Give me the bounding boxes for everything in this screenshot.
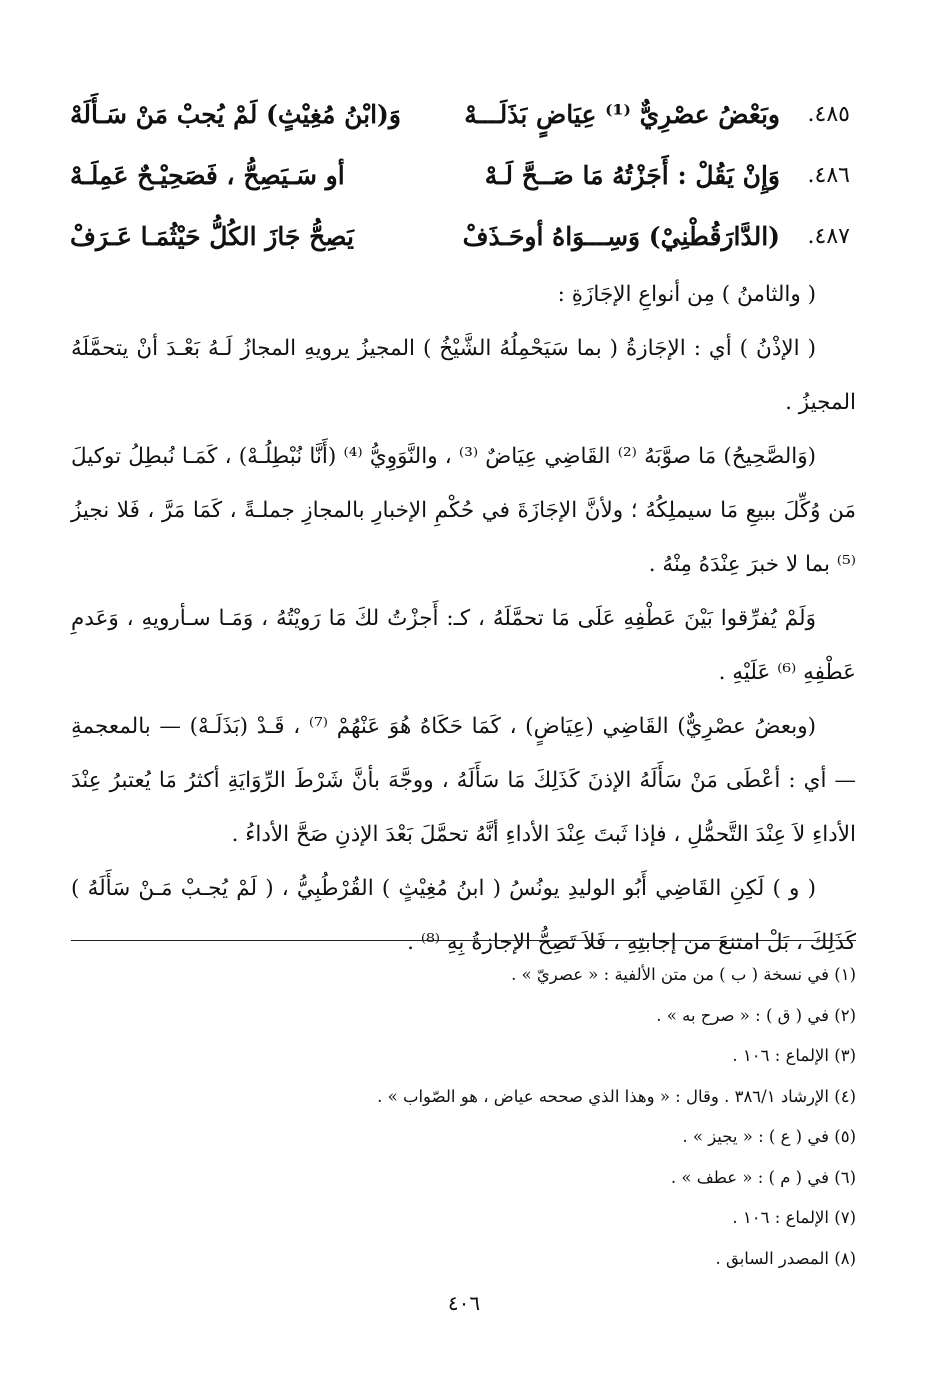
paragraph: ( الإذْنُ ) أي : الإجَازةُ ( بما سَيَحْمِلُهُ الشَّيْخُ ) المجيزُ يرويهِ المجازُ لَـهُ بَعْـدَ أنْ يتحمَّلَهُ المجيزُ . [71,336,856,415]
footnote: (٧) الإلماع : ١٠٦ . [732,1208,856,1227]
paragraph: وَلَمْ يُفرِّقوا بَيْنَ عَطْفِهِ عَلَى مَا تحمَّلَهُ ، كـ: أَجزْتُ لكَ مَا رَويْتُهُ ، وَمَـا سـأرويهِ ، وَعَدمِ عَطْفِهِ ⁽⁶⁾ عَلَيْهِ . [71,606,856,685]
paragraph: (وبعضُ عصْرِيٌّ) القَاضِي (عِيَاضٍ) ، كَمَا حَكَاهُ هُوَ عَنْهُمْ ⁽⁷⁾ ، قَـدْ (بَذَلَـهْ) — بالمعجمةِ — أي : أعْطَى مَنْ سَأَلَهُ الإذنَ كَذَلِكَ مَا سَأَلَهُ ، ووجَّهَ بأنَّ شَرْطَ الرِّوَايَةِ أكثرُ مَا يُعتبرُ عِنْدَ الأداءِ لاَ عِنْدَ التَّحمُّلِ ، فإذا ثَبتَ عِنْدَ الأداءِ أنَّهُ تحمَّلَ بَعْدَ الإذنِ صَحَّ الأداءُ . [71,714,856,847]
verse-number: ٤٨٥. [807,102,850,127]
verse-first-hemistich: وبَعْضُ عصْرِيٌّ ⁽¹⁾ عِيَاضٍ بَذَلَـــهْ [464,100,780,129]
footnote-divider [71,940,856,941]
verse-line [70,206,850,267]
verse-number: ٤٨٦. [807,163,850,188]
commentary-text [71,268,856,970]
footnote: (٤) الإرشاد ٣٨٦/١ . وقال : « وهذا الذي صححه عياض ، هو الصّواب » . [377,1086,856,1106]
footnote: (١) في نسخة ( ب ) من متن الألفية : « عصريّ » . [511,965,856,984]
verse-second-hemistich: وَ(ابْنُ مُغِيْثٍ) لَمْ يُجبْ مَنْ سَـأَلَهْ [70,100,401,129]
verse-block [70,84,850,267]
footnote: (٨) المصدر السابق . [715,1248,856,1268]
paragraph: ( و ) لَكِنِ القَاضِي أَبُو الوليدِ يونُسُ ( ابنُ مُغِيْثٍ ) القُرْطُبِيُّ ، ( لَمْ يُجـبْ مَـنْ سَأَلَهُ ) كَذَلِكَ ، بَلْ امتنعَ من إجابتِهِ ، فَلاَ تَصِحُّ الإجازةُ بِهِ ⁽⁸⁾ . [71,876,856,955]
verse-second-hemistich: يَصِحُّ جَازَ الكُلُّ حَيْثُمَـا عَـرَفْ [70,222,354,251]
footnote: (٢) في ( ق ) : « صرح به » . [656,1005,856,1025]
footnote: (٣) الإلماع : ١٠٦ . [732,1046,856,1065]
footnote: (٦) في ( م ) : « عطف » . [670,1167,856,1187]
verse-line [70,145,850,206]
footnote: (٥) في ( ع ) : « يجيز » . [682,1127,856,1146]
footnotes [71,955,856,1279]
verse-number: ٤٨٧. [807,224,850,249]
verse-first-hemistich: (الدَّارَقُطْنِيْ) وَسِـــوَاهُ أوحَـذَفْ [462,222,780,251]
verse-second-hemistich: أو سَـيَصِحُّ ، فَصَحِيْـحٌ عَمِلَـهْ [70,161,345,190]
verse-line [70,84,850,145]
paragraph: (وَالصَّحِيحُ) مَا صوَّبَهُ ⁽²⁾ القَاضِي عِيَاضٌ ⁽³⁾ ، والنَّوَوِيُّ ⁽⁴⁾ (أَنَّا نُبْطِلُـهْ) ، كَمَـا نُبطِلُ توكيلَ مَن وُكِّلَ ببيعِ مَا سيملِكُهُ ؛ ولأنَّ الإجَازَةَ في حُكْمِ الإخبارِ بالمجازِ جملـةً ، كَمَا مَرَّ ، فَلا نجيزُ ⁽⁵⁾ بما لا خبرَ عِنْدَهُ مِنْهُ . [71,444,856,577]
paragraph: ( والثامنُ ) مِن أنواعِ الإجَازَةِ : [557,282,816,307]
verse-first-hemistich: وَإِنْ يَقُلْ : أَجَزْتُهُ مَا صَــحَّ لَـهْ [484,161,780,190]
page-number: ٤٠٦ [447,1291,481,1315]
